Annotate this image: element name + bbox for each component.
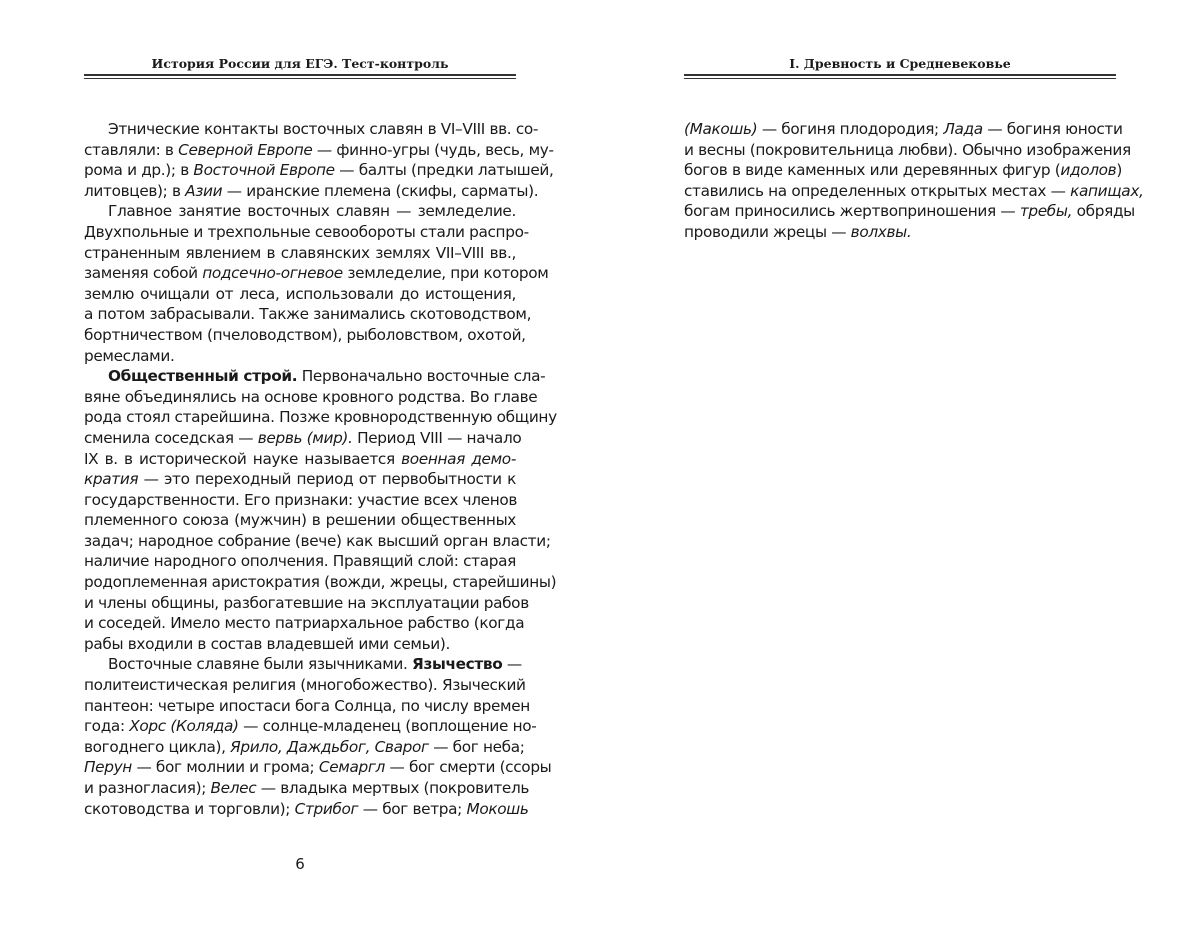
text-line: [84, 737, 525, 758]
text-line: [84, 654, 522, 675]
text-line: [84, 613, 525, 634]
italic-term: кратия: [84, 470, 139, 489]
text-line: [684, 140, 1131, 161]
text-line: [84, 222, 529, 243]
text-line: [84, 634, 516, 655]
text-run: — богиня юности: [982, 120, 1123, 138]
text-run: вогоднего цикла),: [84, 737, 231, 756]
text-line: [84, 304, 532, 325]
text-run: рода стоял старейшина. Позже кровнородственную общину: [84, 408, 557, 427]
italic-term: Перун: [84, 758, 132, 777]
text-run: Двухпольные и трехпольные севообороты стали распро-: [84, 222, 529, 241]
text-line: [84, 799, 529, 820]
text-run: рабы входили в состав владевшей ими семьи).: [84, 634, 450, 653]
text-run: Первоначально восточные сла-: [297, 367, 546, 386]
text-line: [84, 778, 530, 799]
running-header: I. Древность и Средневековье: [789, 56, 1011, 71]
text-run: родоплеменная аристократия (вожди, жрецы, старейшины): [84, 573, 557, 592]
text-run: проводили жрецы —: [684, 222, 851, 241]
text-run: ставились на определенных открытых местах —: [684, 181, 1071, 200]
text-run: а потом забрасывали. Также занимались скотоводством,: [84, 305, 532, 324]
text-line: [84, 428, 522, 449]
text-run: пантеон: четыре ипостаси бога Солнца, по числу времен: [84, 696, 530, 715]
text-line: [84, 696, 530, 717]
text-line: [84, 490, 516, 511]
italic-term: Велес: [210, 779, 257, 797]
text-run: землю очищали от леса, использовали до истощения,: [84, 284, 516, 303]
text-line: [684, 181, 1144, 202]
text-line: [84, 449, 516, 470]
text-line: [84, 469, 516, 490]
text-run: — это переходный период от первобытности к: [138, 470, 516, 489]
text-run: Главное занятие восточных славян — земледелие.: [108, 202, 516, 221]
text-run: — балты (предки латышей,: [334, 161, 554, 180]
text-line: [84, 510, 516, 531]
text-run: Восточные славяне были язычниками.: [108, 655, 413, 674]
italic-term: Ярило, Даждьбог, Сварог: [230, 737, 429, 756]
text-run: политеистическая религия (многобожество). Языческий: [84, 676, 526, 695]
italic-term: (Макошь): [684, 120, 758, 138]
text-run: ставляли: в: [84, 140, 179, 159]
text-line: [684, 119, 1123, 140]
text-run: — бог молнии и грома;: [131, 758, 319, 777]
text-run: — финно-угры (чудь, весь, му-: [312, 140, 554, 159]
text-run: государственности. Его признаки: участие всех членов: [84, 490, 518, 509]
text-run: — солнце-младенец (воплощение но-: [238, 717, 537, 736]
page-number: 6: [295, 855, 305, 873]
text-line: [84, 387, 538, 408]
text-line: [84, 243, 516, 264]
text-run: богов в виде каменных или деревянных фигур (: [684, 161, 1061, 180]
italic-term: Мокошь: [466, 799, 529, 818]
italic-term: Семаргл: [318, 758, 385, 777]
text-line: [84, 572, 557, 593]
italic-term: Северной Европе: [178, 140, 313, 159]
header-double-rule: [84, 74, 516, 79]
text-run: — бог смерти (ссоры: [384, 758, 552, 777]
text-run: страненным явлением в славянских землях VII–VIII вв.,: [84, 243, 516, 262]
italic-term: волхвы.: [850, 222, 912, 241]
text-run: сменила соседская —: [84, 428, 258, 447]
text-run: и весны (покровительница любви). Обычно изображения: [684, 140, 1131, 159]
text-run: вяне объединялись на основе кровного родства. Во главе: [84, 387, 538, 406]
text-line: [84, 757, 552, 778]
italic-term: Стрибог: [294, 799, 359, 818]
text-run: Период VIII — начало: [352, 428, 522, 447]
text-line: [684, 201, 1135, 222]
page-body: [84, 119, 557, 819]
text-run: года:: [84, 717, 130, 736]
italic-term: капищах,: [1070, 181, 1144, 200]
italic-term: Азии: [185, 181, 223, 200]
italic-term: военная демо-: [401, 449, 516, 468]
italic-term: Лада: [943, 120, 983, 138]
bold-term: Язычество: [412, 655, 503, 674]
text-run: бортничеством (пчеловодством), рыболовством, охотой,: [84, 325, 526, 344]
text-run: — бог ветра;: [358, 799, 467, 818]
text-line: [84, 181, 539, 202]
text-line: [84, 531, 551, 552]
text-line: [684, 222, 1116, 243]
text-run: наличие народного ополчения. Правящий слой: старая: [84, 552, 516, 571]
text-run: богам приносились жертвоприношения —: [684, 202, 1020, 221]
text-run: —: [502, 655, 522, 674]
text-run: IX в. в исторической науке называется: [84, 449, 402, 468]
text-run: задач; народное собрание (вече) как высший орган власти;: [84, 531, 551, 550]
text-run: — владыка мертвых (покровитель: [256, 779, 530, 797]
text-line: [84, 366, 546, 387]
italic-term: вервь (мир).: [257, 428, 353, 447]
text-run: — иранские племена (скифы, сарматы).: [222, 181, 539, 200]
text-run: — бог неба;: [428, 737, 525, 756]
text-run: ремеслами.: [84, 346, 175, 365]
header-double-rule: [684, 74, 1116, 79]
text-line: [84, 325, 526, 346]
text-line: [84, 284, 516, 305]
text-line: [84, 346, 516, 367]
text-run: Этнические контакты восточных славян в VI–VIII вв. со-: [108, 120, 539, 138]
text-line: [684, 160, 1122, 181]
italic-term: подсечно-огневое: [202, 264, 343, 283]
text-line: [84, 119, 539, 140]
text-line: [84, 140, 554, 161]
text-line: [84, 263, 549, 284]
text-run: — богиня плодородия;: [757, 120, 944, 138]
text-line: [84, 551, 516, 572]
text-run: обряды: [1072, 202, 1135, 221]
text-line: [84, 201, 516, 222]
italic-term: Хорс (Коляда): [129, 717, 239, 736]
text-run: земледелие, при котором: [342, 264, 549, 283]
bold-term: Общественный строй.: [108, 367, 298, 386]
italic-term: требы,: [1019, 202, 1073, 221]
text-line: [84, 593, 529, 614]
text-run: литовцев); в: [84, 181, 186, 200]
text-run: рома и др.); в: [84, 161, 194, 180]
text-line: [84, 160, 554, 181]
text-run: и разногласия);: [84, 779, 211, 797]
text-run: племенного союза (мужчин) в решении общественных: [84, 511, 516, 530]
text-line: [84, 407, 557, 428]
running-header: История России для ЕГЭ. Тест-контроль: [151, 56, 449, 71]
text-run: скотоводства и торговли);: [84, 799, 295, 818]
page-body: [684, 119, 1144, 243]
italic-term: идолов: [1060, 161, 1117, 180]
text-run: и члены общины, разбогатевшие на эксплуатации рабов: [84, 593, 529, 612]
italic-term: Восточной Европе: [193, 161, 335, 180]
text-line: [84, 716, 537, 737]
text-line: [84, 675, 526, 696]
text-run: и соседей. Имело место патриархальное рабство (когда: [84, 614, 525, 633]
text-run: заменяя собой: [84, 264, 203, 283]
text-run: ): [1116, 161, 1122, 180]
